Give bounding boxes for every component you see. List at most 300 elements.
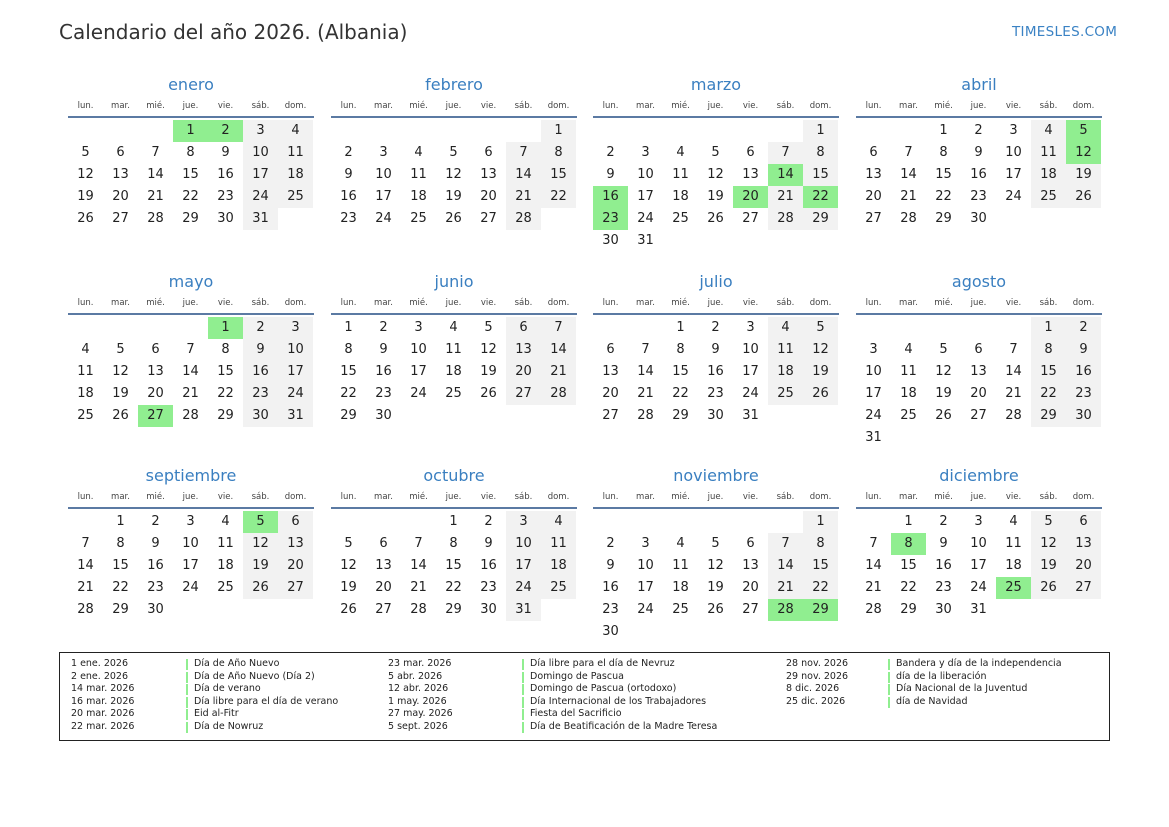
- day-cell: 15: [900, 558, 917, 573]
- month-divider: [856, 507, 1102, 509]
- day-cell: 28: [768, 208, 803, 230]
- day-cell: 5: [344, 536, 353, 551]
- weekday-label: dom.: [284, 492, 307, 502]
- legend-date: 12 abr. 2026: [388, 683, 449, 695]
- legend-item: [71, 671, 338, 684]
- legend-holiday-name: Día libre para el día de Nevruz: [530, 658, 675, 669]
- holiday-cell: 20: [733, 186, 768, 208]
- month-divider: [856, 116, 1102, 118]
- weekday-label: vie.: [217, 492, 234, 502]
- weekday-label: dom.: [809, 298, 832, 308]
- day-cell: 28: [900, 211, 917, 226]
- day-cell: 14: [506, 164, 541, 186]
- brand-link[interactable]: TIMESLES.COM: [1012, 24, 1118, 40]
- day-cell: 14: [1005, 364, 1022, 379]
- month-divider: [856, 313, 1102, 315]
- day-cell: 6: [606, 342, 615, 357]
- weekday-label: sáb.: [514, 492, 533, 502]
- legend-item: [71, 696, 338, 709]
- day-grid: [593, 120, 839, 252]
- day-cell: 19: [480, 364, 497, 379]
- weekday-label: dom.: [809, 101, 832, 111]
- day-cell: 19: [445, 189, 462, 204]
- day-cell: 2: [711, 320, 720, 335]
- day-cell: 12: [935, 364, 952, 379]
- day-cell: 16: [243, 361, 278, 383]
- weekday-label: jue.: [707, 101, 724, 111]
- weekday-label: mar.: [636, 101, 655, 111]
- weekday-label: mié.: [146, 492, 165, 502]
- day-cell: 3: [278, 317, 313, 339]
- day-cell: 30: [1066, 405, 1101, 427]
- holiday-marker: [186, 697, 188, 708]
- month-mayo: [68, 271, 314, 427]
- day-cell: 20: [278, 555, 313, 577]
- day-cell: 30: [147, 602, 164, 617]
- day-cell: 13: [742, 558, 759, 573]
- day-cell: 5: [484, 320, 493, 335]
- empty-cell: [103, 317, 138, 339]
- weekday-label: jue.: [707, 492, 724, 502]
- empty-cell: [366, 120, 401, 142]
- month-name: junio: [434, 272, 474, 291]
- day-cell: 9: [974, 145, 983, 160]
- legend-item: [388, 696, 717, 709]
- day-cell: 3: [869, 342, 878, 357]
- empty-cell: [856, 120, 891, 142]
- weekday-label: vie.: [480, 101, 497, 111]
- day-cell: 24: [1005, 189, 1022, 204]
- page-title: Calendario del año 2026. (Albania): [59, 20, 408, 44]
- weekday-label: sáb.: [776, 298, 795, 308]
- day-cell: 25: [217, 580, 234, 595]
- day-cell: 15: [803, 555, 838, 577]
- weekday-label: vie.: [1005, 298, 1022, 308]
- day-cell: 29: [217, 408, 234, 423]
- weekday-label: sáb.: [251, 298, 270, 308]
- empty-cell: [138, 120, 173, 142]
- legend-holiday-name: Día de verano: [194, 683, 261, 695]
- legend-holiday-name: Domingo de Pascua (ortodoxo): [530, 683, 677, 695]
- empty-cell: [891, 120, 926, 142]
- day-cell: 26: [480, 386, 497, 401]
- day-cell: 30: [935, 602, 952, 617]
- month-name: agosto: [951, 272, 1007, 291]
- day-cell: 26: [340, 602, 357, 617]
- weekday-label: sáb.: [514, 101, 533, 111]
- month-divider: [593, 313, 839, 315]
- day-cell: 9: [344, 167, 353, 182]
- legend-holiday-name: Día de Nowruz: [194, 720, 264, 732]
- day-cell: 25: [900, 408, 917, 423]
- day-cell: 7: [869, 536, 878, 551]
- day-cell: 12: [1031, 533, 1066, 555]
- legend-date: 20 mar. 2026: [71, 708, 135, 720]
- empty-cell: [68, 317, 103, 339]
- day-cell: 10: [278, 339, 313, 361]
- day-cell: 1: [803, 120, 838, 142]
- day-cell: 26: [445, 211, 462, 226]
- day-cell: 9: [606, 558, 615, 573]
- holiday-cell: 2: [208, 120, 243, 142]
- weekday-label: mié.: [409, 101, 428, 111]
- day-cell: 25: [672, 211, 689, 226]
- day-cell: 17: [637, 580, 654, 595]
- day-cell: 12: [77, 167, 94, 182]
- empty-cell: [138, 317, 173, 339]
- holiday-cell: 8: [891, 533, 926, 555]
- weekday-label: dom.: [1072, 298, 1095, 308]
- weekday-label: lun.: [340, 492, 357, 502]
- day-cell: 15: [112, 558, 129, 573]
- legend-date: 2 ene. 2026: [71, 670, 128, 682]
- weekday-label: dom.: [547, 492, 570, 502]
- day-cell: 23: [243, 383, 278, 405]
- day-cell: 6: [746, 145, 755, 160]
- weekday-label: jue.: [445, 492, 462, 502]
- holiday-cell: 1: [173, 120, 208, 142]
- empty-cell: [593, 317, 628, 339]
- empty-cell: [663, 120, 698, 142]
- day-cell: 12: [445, 167, 462, 182]
- day-cell: 27: [480, 211, 497, 226]
- day-cell: 22: [541, 186, 576, 208]
- day-cell: 26: [77, 211, 94, 226]
- weekday-label: mié.: [409, 492, 428, 502]
- day-cell: 13: [112, 167, 129, 182]
- day-cell: 18: [672, 189, 689, 204]
- day-cell: 2: [606, 145, 615, 160]
- empty-cell: [628, 511, 663, 533]
- day-cell: 20: [506, 361, 541, 383]
- month-divider: [331, 116, 577, 118]
- month-name: enero: [168, 75, 214, 94]
- legend-item: [786, 658, 1062, 671]
- legend-item: [388, 658, 717, 671]
- day-cell: 21: [147, 189, 164, 204]
- day-cell: 27: [970, 408, 987, 423]
- day-cell: 8: [221, 342, 230, 357]
- day-cell: 13: [480, 167, 497, 182]
- day-cell: 17: [637, 189, 654, 204]
- day-cell: 8: [939, 145, 948, 160]
- day-cell: 31: [970, 602, 987, 617]
- day-cell: 14: [900, 167, 917, 182]
- legend-date: 8 dic. 2026: [786, 683, 840, 695]
- month-name: diciembre: [939, 466, 1019, 485]
- month-octubre: [331, 465, 577, 621]
- weekday-label: sáb.: [776, 101, 795, 111]
- day-cell: 1: [449, 514, 458, 529]
- day-cell: 11: [217, 536, 234, 551]
- day-cell: 16: [935, 558, 952, 573]
- day-cell: 21: [900, 189, 917, 204]
- empty-cell: [768, 511, 803, 533]
- day-cell: 23: [707, 386, 724, 401]
- day-cell: 6: [1066, 511, 1101, 533]
- weekday-header: [68, 297, 314, 309]
- day-cell: 14: [410, 558, 427, 573]
- day-cell: 4: [221, 514, 230, 529]
- day-cell: 4: [676, 536, 685, 551]
- day-cell: 24: [506, 577, 541, 599]
- legend-item: [786, 683, 1062, 696]
- day-cell: 29: [445, 602, 462, 617]
- day-cell: 27: [278, 577, 313, 599]
- day-cell: 6: [506, 317, 541, 339]
- legend-date: 23 mar. 2026: [388, 658, 452, 669]
- day-cell: 21: [637, 386, 654, 401]
- day-cell: 4: [449, 320, 458, 335]
- month-divider: [331, 507, 577, 509]
- day-cell: 7: [1009, 342, 1018, 357]
- empty-cell: [996, 317, 1031, 339]
- legend-date: 22 mar. 2026: [71, 720, 135, 732]
- day-cell: 19: [803, 361, 838, 383]
- day-cell: 11: [672, 558, 689, 573]
- weekday-label: mar.: [111, 492, 130, 502]
- day-cell: 21: [865, 580, 882, 595]
- weekday-label: vie.: [1005, 492, 1022, 502]
- day-cell: 20: [970, 386, 987, 401]
- day-cell: 21: [410, 580, 427, 595]
- day-cell: 3: [379, 145, 388, 160]
- holiday-marker: [522, 722, 524, 733]
- day-cell: 8: [676, 342, 685, 357]
- holiday-marker: [888, 684, 890, 695]
- day-cell: 2: [344, 145, 353, 160]
- empty-cell: [628, 317, 663, 339]
- day-cell: 2: [379, 320, 388, 335]
- day-cell: 15: [182, 167, 199, 182]
- day-cell: 16: [375, 364, 392, 379]
- day-cell: 2: [484, 514, 493, 529]
- weekday-label: mié.: [671, 492, 690, 502]
- day-cell: 28: [506, 208, 541, 230]
- day-cell: 13: [742, 167, 759, 182]
- day-cell: 17: [506, 555, 541, 577]
- day-cell: 24: [182, 580, 199, 595]
- day-cell: 24: [375, 211, 392, 226]
- day-cell: 25: [77, 408, 94, 423]
- day-cell: 23: [970, 189, 987, 204]
- day-cell: 4: [81, 342, 90, 357]
- day-cell: 12: [340, 558, 357, 573]
- day-cell: 24: [410, 386, 427, 401]
- month-marzo: [593, 74, 839, 252]
- day-cell: 19: [1066, 164, 1101, 186]
- day-grid: [68, 511, 314, 621]
- day-cell: 5: [1031, 511, 1066, 533]
- day-cell: 22: [803, 577, 838, 599]
- day-cell: 7: [506, 142, 541, 164]
- day-cell: 1: [116, 514, 125, 529]
- day-cell: 7: [904, 145, 913, 160]
- day-cell: 29: [935, 211, 952, 226]
- day-cell: 30: [970, 211, 987, 226]
- day-cell: 8: [541, 142, 576, 164]
- day-cell: 27: [742, 211, 759, 226]
- day-cell: 22: [672, 386, 689, 401]
- day-cell: 11: [1005, 536, 1022, 551]
- day-cell: 23: [1066, 383, 1101, 405]
- day-cell: 6: [379, 536, 388, 551]
- month-junio: [331, 271, 577, 427]
- day-cell: 24: [637, 602, 654, 617]
- legend-date: 16 mar. 2026: [71, 695, 135, 707]
- weekday-label: mié.: [934, 101, 953, 111]
- day-cell: 1: [541, 120, 576, 142]
- day-cell: 30: [243, 405, 278, 427]
- weekday-label: dom.: [547, 298, 570, 308]
- day-cell: 8: [803, 533, 838, 555]
- day-cell: 21: [506, 186, 541, 208]
- day-cell: 10: [742, 342, 759, 357]
- legend-holiday-name: Domingo de Pascua: [530, 670, 624, 682]
- day-cell: 17: [1005, 167, 1022, 182]
- day-cell: 14: [768, 555, 803, 577]
- day-cell: 23: [147, 580, 164, 595]
- holiday-marker: [186, 709, 188, 720]
- day-cell: 29: [182, 211, 199, 226]
- legend-holiday-name: día de la liberación: [896, 670, 987, 682]
- day-cell: 1: [1031, 317, 1066, 339]
- weekday-label: lun.: [77, 492, 94, 502]
- day-cell: 6: [484, 145, 493, 160]
- day-cell: 20: [480, 189, 497, 204]
- day-cell: 31: [243, 208, 278, 230]
- day-grid: [331, 511, 577, 621]
- empty-cell: [103, 120, 138, 142]
- holiday-cell: 14: [768, 164, 803, 186]
- empty-cell: [331, 511, 366, 533]
- day-cell: 7: [768, 142, 803, 164]
- legend-item: [786, 696, 1062, 709]
- day-cell: 28: [865, 602, 882, 617]
- weekday-label: mar.: [899, 492, 918, 502]
- month-name: noviembre: [673, 466, 759, 485]
- legend-holiday-name: Día libre para el día de verano: [194, 695, 339, 707]
- month-divider: [68, 313, 314, 315]
- day-cell: 25: [445, 386, 462, 401]
- holiday-marker: [522, 659, 524, 670]
- weekday-header: [593, 491, 839, 503]
- day-cell: 23: [935, 580, 952, 595]
- weekday-label: mié.: [146, 101, 165, 111]
- day-cell: 11: [672, 167, 689, 182]
- day-cell: 24: [865, 408, 882, 423]
- legend-date: 5 abr. 2026: [388, 670, 443, 682]
- day-cell: 7: [541, 317, 576, 339]
- day-cell: 7: [186, 342, 195, 357]
- day-cell: 18: [217, 558, 234, 573]
- day-cell: 15: [1031, 361, 1066, 383]
- day-cell: 26: [112, 408, 129, 423]
- day-cell: 15: [340, 364, 357, 379]
- empty-cell: [436, 120, 471, 142]
- legend-column-3: [786, 658, 1062, 708]
- day-cell: 13: [1066, 533, 1101, 555]
- day-cell: 28: [541, 383, 576, 405]
- holiday-marker: [186, 659, 188, 670]
- weekday-label: sáb.: [776, 492, 795, 502]
- empty-cell: [698, 120, 733, 142]
- day-cell: 26: [707, 602, 724, 617]
- legend-holiday-name: Día de Beatificación de la Madre Teresa: [530, 720, 718, 732]
- day-cell: 15: [672, 364, 689, 379]
- empty-cell: [856, 317, 891, 339]
- day-cell: 21: [182, 386, 199, 401]
- weekday-label: dom.: [284, 298, 307, 308]
- legend-date: 28 nov. 2026: [786, 658, 849, 669]
- day-cell: 19: [1031, 555, 1066, 577]
- month-febrero: [331, 74, 577, 230]
- day-cell: 22: [112, 580, 129, 595]
- day-cell: 6: [116, 145, 125, 160]
- empty-cell: [593, 120, 628, 142]
- month-name: abril: [961, 75, 997, 94]
- day-cell: 14: [77, 558, 94, 573]
- day-cell: 17: [970, 558, 987, 573]
- holiday-marker: [186, 672, 188, 683]
- month-agosto: [856, 271, 1102, 449]
- weekday-label: vie.: [480, 492, 497, 502]
- weekday-label: mié.: [671, 101, 690, 111]
- weekday-label: jue.: [445, 101, 462, 111]
- day-cell: 3: [974, 514, 983, 529]
- day-cell: 11: [900, 364, 917, 379]
- empty-cell: [856, 511, 891, 533]
- day-cell: 7: [81, 536, 90, 551]
- day-cell: 18: [541, 555, 576, 577]
- legend-holiday-name: día de Navidad: [896, 695, 968, 707]
- empty-cell: [663, 511, 698, 533]
- empty-cell: [366, 511, 401, 533]
- weekday-header: [331, 491, 577, 503]
- day-cell: 30: [217, 211, 234, 226]
- empty-cell: [471, 120, 506, 142]
- day-cell: 4: [904, 342, 913, 357]
- day-cell: 19: [707, 189, 724, 204]
- empty-cell: [593, 511, 628, 533]
- weekday-label: mar.: [636, 492, 655, 502]
- day-cell: 22: [340, 386, 357, 401]
- weekday-header: [856, 100, 1102, 112]
- day-cell: 14: [865, 558, 882, 573]
- day-cell: 24: [742, 386, 759, 401]
- day-cell: 14: [147, 167, 164, 182]
- empty-cell: [506, 120, 541, 142]
- weekday-label: sáb.: [251, 101, 270, 111]
- weekday-label: sáb.: [514, 298, 533, 308]
- day-cell: 2: [151, 514, 160, 529]
- weekday-label: vie.: [742, 492, 759, 502]
- weekday-header: [331, 100, 577, 112]
- day-cell: 10: [243, 142, 278, 164]
- weekday-label: vie.: [742, 298, 759, 308]
- day-cell: 21: [1005, 386, 1022, 401]
- day-grid: [856, 511, 1102, 621]
- day-cell: 26: [243, 577, 278, 599]
- weekday-label: vie.: [1005, 101, 1022, 111]
- day-cell: 15: [803, 164, 838, 186]
- weekday-label: sáb.: [1039, 492, 1058, 502]
- day-cell: 16: [602, 580, 619, 595]
- day-cell: 11: [768, 339, 803, 361]
- day-cell: 23: [217, 189, 234, 204]
- day-cell: 30: [375, 408, 392, 423]
- day-grid: [331, 120, 577, 230]
